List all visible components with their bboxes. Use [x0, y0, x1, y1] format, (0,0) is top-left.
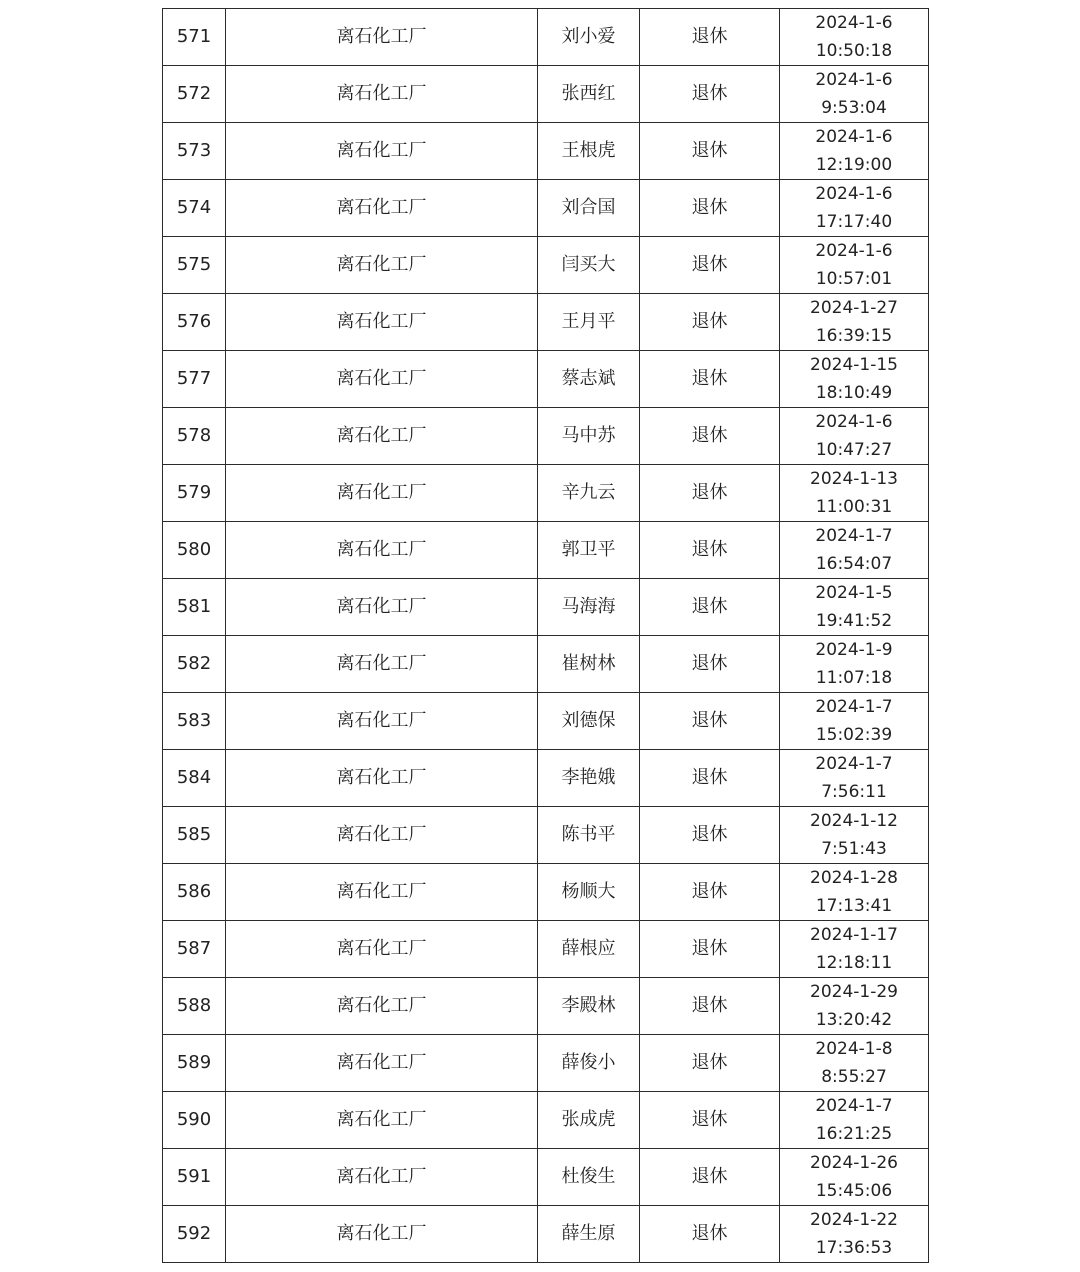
row-number-cell: 579	[163, 465, 226, 522]
unit-cell: 离石化工厂	[226, 1206, 538, 1263]
person-name-cell: 郭卫平	[538, 522, 640, 579]
table-row	[163, 1206, 929, 1263]
person-name-cell: 刘德保	[538, 693, 640, 750]
status-type-cell: 退休	[640, 351, 780, 408]
roster-table	[162, 8, 929, 1263]
time-text: 10:47:27	[815, 440, 893, 460]
date-text: 2024-1-27	[810, 298, 898, 318]
datetime-cell	[780, 636, 929, 693]
row-number-cell: 580	[163, 522, 226, 579]
row-number-cell: 587	[163, 921, 226, 978]
unit-cell: 离石化工厂	[226, 237, 538, 294]
unit-cell: 离石化工厂	[226, 864, 538, 921]
status-type-cell: 退休	[640, 750, 780, 807]
time-text: 12:19:00	[815, 155, 893, 175]
unit-cell: 离石化工厂	[226, 921, 538, 978]
person-name-cell: 薛生原	[538, 1206, 640, 1263]
status-type-cell: 退休	[640, 579, 780, 636]
time-text: 17:17:40	[815, 212, 893, 232]
date-text: 2024-1-7	[815, 526, 893, 546]
datetime-cell	[780, 864, 929, 921]
table-row	[163, 636, 929, 693]
unit-cell: 离石化工厂	[226, 1149, 538, 1206]
datetime-cell	[780, 66, 929, 123]
datetime-cell	[780, 180, 929, 237]
table-row	[163, 750, 929, 807]
date-text: 2024-1-9	[815, 640, 893, 660]
datetime-cell	[780, 807, 929, 864]
datetime-cell	[780, 408, 929, 465]
table-row	[163, 351, 929, 408]
date-text: 2024-1-15	[810, 355, 898, 375]
date-text: 2024-1-13	[810, 469, 898, 489]
time-text: 10:50:18	[815, 41, 893, 61]
time-text: 10:57:01	[815, 269, 893, 289]
unit-cell: 离石化工厂	[226, 351, 538, 408]
unit-cell: 离石化工厂	[226, 294, 538, 351]
row-number-cell: 588	[163, 978, 226, 1035]
table-row	[163, 1035, 929, 1092]
time-text: 17:13:41	[815, 896, 893, 916]
table-row	[163, 408, 929, 465]
unit-cell: 离石化工厂	[226, 465, 538, 522]
person-name-cell: 杨顺大	[538, 864, 640, 921]
unit-cell: 离石化工厂	[226, 636, 538, 693]
person-name-cell: 张西红	[538, 66, 640, 123]
time-text: 11:00:31	[815, 497, 893, 517]
person-name-cell: 马海海	[538, 579, 640, 636]
unit-cell: 离石化工厂	[226, 180, 538, 237]
time-text: 16:54:07	[815, 554, 893, 574]
table-row	[163, 294, 929, 351]
datetime-cell	[780, 1092, 929, 1149]
datetime-cell	[780, 123, 929, 180]
row-number-cell: 581	[163, 579, 226, 636]
table-row	[163, 1092, 929, 1149]
person-name-cell: 王月平	[538, 294, 640, 351]
unit-cell: 离石化工厂	[226, 693, 538, 750]
datetime-cell	[780, 579, 929, 636]
time-text: 8:55:27	[821, 1067, 887, 1087]
row-number-cell: 590	[163, 1092, 226, 1149]
time-text: 13:20:42	[815, 1010, 893, 1030]
date-text: 2024-1-6	[815, 13, 893, 33]
row-number-cell: 582	[163, 636, 226, 693]
row-number-cell: 576	[163, 294, 226, 351]
status-type-cell: 退休	[640, 921, 780, 978]
date-text: 2024-1-6	[815, 127, 893, 147]
status-type-cell: 退休	[640, 807, 780, 864]
table-row	[163, 123, 929, 180]
date-text: 2024-1-5	[815, 583, 893, 603]
row-number-cell: 578	[163, 408, 226, 465]
row-number-cell: 574	[163, 180, 226, 237]
datetime-cell	[780, 237, 929, 294]
person-name-cell: 马中苏	[538, 408, 640, 465]
person-name-cell: 刘小爱	[538, 9, 640, 66]
status-type-cell: 退休	[640, 66, 780, 123]
date-text: 2024-1-22	[810, 1210, 898, 1230]
row-number-cell: 589	[163, 1035, 226, 1092]
row-number-cell: 583	[163, 693, 226, 750]
date-text: 2024-1-6	[815, 70, 893, 90]
table-row	[163, 522, 929, 579]
status-type-cell: 退休	[640, 237, 780, 294]
unit-cell: 离石化工厂	[226, 408, 538, 465]
date-text: 2024-1-7	[815, 1096, 893, 1116]
status-type-cell: 退休	[640, 180, 780, 237]
table-row	[163, 921, 929, 978]
status-type-cell: 退休	[640, 693, 780, 750]
unit-cell: 离石化工厂	[226, 66, 538, 123]
time-text: 9:53:04	[821, 98, 887, 118]
row-number-cell: 577	[163, 351, 226, 408]
status-type-cell: 退休	[640, 1092, 780, 1149]
table-row	[163, 465, 929, 522]
datetime-cell	[780, 1035, 929, 1092]
table-row	[163, 9, 929, 66]
date-text: 2024-1-28	[810, 868, 898, 888]
status-type-cell: 退休	[640, 294, 780, 351]
status-type-cell: 退休	[640, 636, 780, 693]
datetime-cell	[780, 693, 929, 750]
datetime-cell	[780, 9, 929, 66]
person-name-cell: 薛根应	[538, 921, 640, 978]
date-text: 2024-1-12	[810, 811, 898, 831]
person-name-cell: 蔡志斌	[538, 351, 640, 408]
datetime-cell	[780, 522, 929, 579]
person-name-cell: 崔树林	[538, 636, 640, 693]
datetime-cell	[780, 1206, 929, 1263]
unit-cell: 离石化工厂	[226, 123, 538, 180]
person-name-cell: 杜俊生	[538, 1149, 640, 1206]
datetime-cell	[780, 921, 929, 978]
unit-cell: 离石化工厂	[226, 1092, 538, 1149]
time-text: 16:39:15	[815, 326, 893, 346]
unit-cell: 离石化工厂	[226, 579, 538, 636]
table-row	[163, 978, 929, 1035]
row-number-cell: 571	[163, 9, 226, 66]
table-row	[163, 864, 929, 921]
unit-cell: 离石化工厂	[226, 522, 538, 579]
date-text: 2024-1-8	[815, 1039, 893, 1059]
person-name-cell: 刘合国	[538, 180, 640, 237]
table-row	[163, 579, 929, 636]
datetime-cell	[780, 978, 929, 1035]
person-name-cell: 张成虎	[538, 1092, 640, 1149]
row-number-cell: 585	[163, 807, 226, 864]
unit-cell: 离石化工厂	[226, 807, 538, 864]
unit-cell: 离石化工厂	[226, 750, 538, 807]
row-number-cell: 592	[163, 1206, 226, 1263]
time-text: 16:21:25	[815, 1124, 893, 1144]
unit-cell: 离石化工厂	[226, 9, 538, 66]
time-text: 11:07:18	[815, 668, 893, 688]
row-number-cell: 586	[163, 864, 226, 921]
time-text: 15:02:39	[815, 725, 893, 745]
table-row	[163, 66, 929, 123]
row-number-cell: 572	[163, 66, 226, 123]
time-text: 18:10:49	[815, 383, 893, 403]
row-number-cell: 591	[163, 1149, 226, 1206]
status-type-cell: 退休	[640, 1035, 780, 1092]
person-name-cell: 王根虎	[538, 123, 640, 180]
person-name-cell: 陈书平	[538, 807, 640, 864]
unit-cell: 离石化工厂	[226, 978, 538, 1035]
table-row	[163, 1149, 929, 1206]
table-row	[163, 807, 929, 864]
date-text: 2024-1-6	[815, 241, 893, 261]
person-name-cell: 闫买大	[538, 237, 640, 294]
time-text: 7:51:43	[821, 839, 887, 859]
datetime-cell	[780, 351, 929, 408]
roster-table-body	[163, 9, 929, 1263]
status-type-cell: 退休	[640, 522, 780, 579]
status-type-cell: 退休	[640, 9, 780, 66]
person-name-cell: 李艳娥	[538, 750, 640, 807]
time-text: 12:18:11	[815, 953, 893, 973]
time-text: 7:56:11	[821, 782, 887, 802]
table-row	[163, 693, 929, 750]
table-row	[163, 180, 929, 237]
date-text: 2024-1-6	[815, 412, 893, 432]
table-row	[163, 237, 929, 294]
status-type-cell: 退休	[640, 1149, 780, 1206]
datetime-cell	[780, 750, 929, 807]
datetime-cell	[780, 1149, 929, 1206]
time-text: 15:45:06	[815, 1181, 893, 1201]
time-text: 19:41:52	[815, 611, 893, 631]
status-type-cell: 退休	[640, 465, 780, 522]
date-text: 2024-1-17	[810, 925, 898, 945]
date-text: 2024-1-26	[810, 1153, 898, 1173]
status-type-cell: 退休	[640, 408, 780, 465]
person-name-cell: 薛俊小	[538, 1035, 640, 1092]
status-type-cell: 退休	[640, 123, 780, 180]
date-text: 2024-1-7	[815, 697, 893, 717]
status-type-cell: 退休	[640, 978, 780, 1035]
date-text: 2024-1-29	[810, 982, 898, 1002]
row-number-cell: 584	[163, 750, 226, 807]
status-type-cell: 退休	[640, 1206, 780, 1263]
status-type-cell: 退休	[640, 864, 780, 921]
row-number-cell: 573	[163, 123, 226, 180]
time-text: 17:36:53	[815, 1238, 893, 1258]
unit-cell: 离石化工厂	[226, 1035, 538, 1092]
date-text: 2024-1-6	[815, 184, 893, 204]
datetime-cell	[780, 465, 929, 522]
date-text: 2024-1-7	[815, 754, 893, 774]
row-number-cell: 575	[163, 237, 226, 294]
datetime-cell	[780, 294, 929, 351]
person-name-cell: 辛九云	[538, 465, 640, 522]
person-name-cell: 李殿林	[538, 978, 640, 1035]
